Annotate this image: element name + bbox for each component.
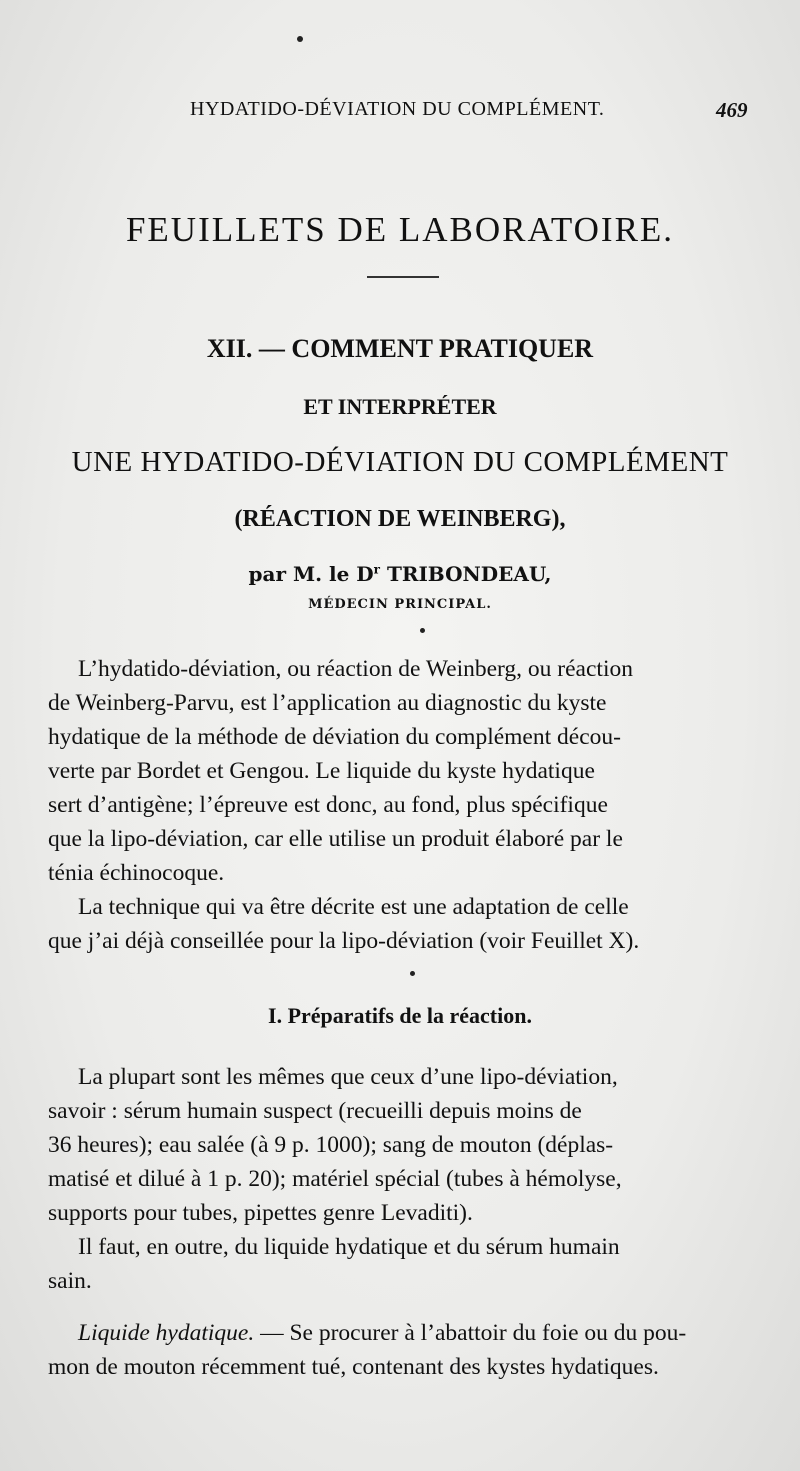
author-title: MÉDECIN PRINCIPAL. [308,597,492,612]
paragraph-line: que la lipo-déviation, car elle utilise un produit élaboré par le [48,826,623,852]
ink-speck [297,36,303,42]
ink-speck [420,628,425,633]
paragraph-line: 36 heures); eau salée (à 9 p. 1000); sang de mouton (déplas- [48,1132,614,1158]
paragraph-3 [48,1060,754,1230]
page-number: 469 [716,98,748,122]
ink-speck [410,971,415,976]
paragraph-line [48,1316,754,1350]
running-head-title: HYDATIDO-DÉVIATION DU COMPLÉMENT. [190,98,605,120]
paragraph-line: L’hydatido-déviation, ou réaction de Weinberg, ou réaction [78,656,633,682]
paragraph-2 [48,890,754,958]
paragraph-line: Il faut, en outre, du liquide hydatique et du sérum humain [78,1234,620,1260]
paragraph-line: mon de mouton récemment tué, contenant des kystes hydatiques. [48,1354,659,1380]
paragraph-text: — Se procurer à l’abattoir du foie ou du pou- [254,1320,687,1346]
paragraph-1 [48,652,754,890]
author-line [0,562,800,586]
paragraph-line: verte par Bordet et Gengou. Le liquide du kyste hydatique [48,758,595,784]
paragraph-5 [48,1316,754,1384]
paragraph-4 [48,1230,754,1298]
paragraph-line: que j’ai déjà conseillée pour la lipo-déviation (voir Feuillet X). [48,928,640,954]
paragraph-line: savoir : sérum humain suspect (recueilli depuis moins de [48,1098,582,1124]
paragraph-line: La plupart sont les mêmes que ceux d’une lipo-déviation, [78,1064,618,1090]
paragraph-line: matisé et dilué à 1 p. 20); matériel spécial (tubes à hémolyse, [48,1166,622,1192]
paragraph-line: hydatique de la méthode de déviation du complément décou- [48,724,621,750]
series-title: FEUILLETS DE LABORATOIRE. [125,210,675,249]
article-title-line-3: UNE HYDATIDO-DÉVIATION DU COMPLÉMENT [71,446,729,478]
paragraph-line: ténia échinocoque. [48,860,225,886]
article-title-line-4: (RÉACTION DE WEINBERG), [234,506,566,532]
paragraph-line: sert d’antigène; l’épreuve est donc, au fond, plus spécifique [48,792,608,818]
paragraph-line: de Weinberg-Parvu, est l’application au diagnostic du kyste [48,690,607,716]
section-heading: I. Préparatifs de la réaction. [268,1003,532,1028]
article-title-line-1: XII. — COMMENT PRATIQUER [206,334,594,363]
author-sup: r [373,562,380,577]
article-title-line-2: ET INTERPRÉTER [303,394,497,419]
run-in-heading: Liquide hydatique. [78,1320,255,1346]
paragraph-line: La technique qui va être décrite est une adaptation de celle [78,894,629,920]
running-head [0,98,800,128]
paragraph-line: supports pour tubes, pipettes genre Levaditi). [48,1200,473,1226]
author-prefix: par M. le D [248,562,374,586]
paragraph-line: sain. [48,1268,92,1294]
author-name: TRIBONDEAU, [379,562,552,586]
title-rule [367,276,439,278]
